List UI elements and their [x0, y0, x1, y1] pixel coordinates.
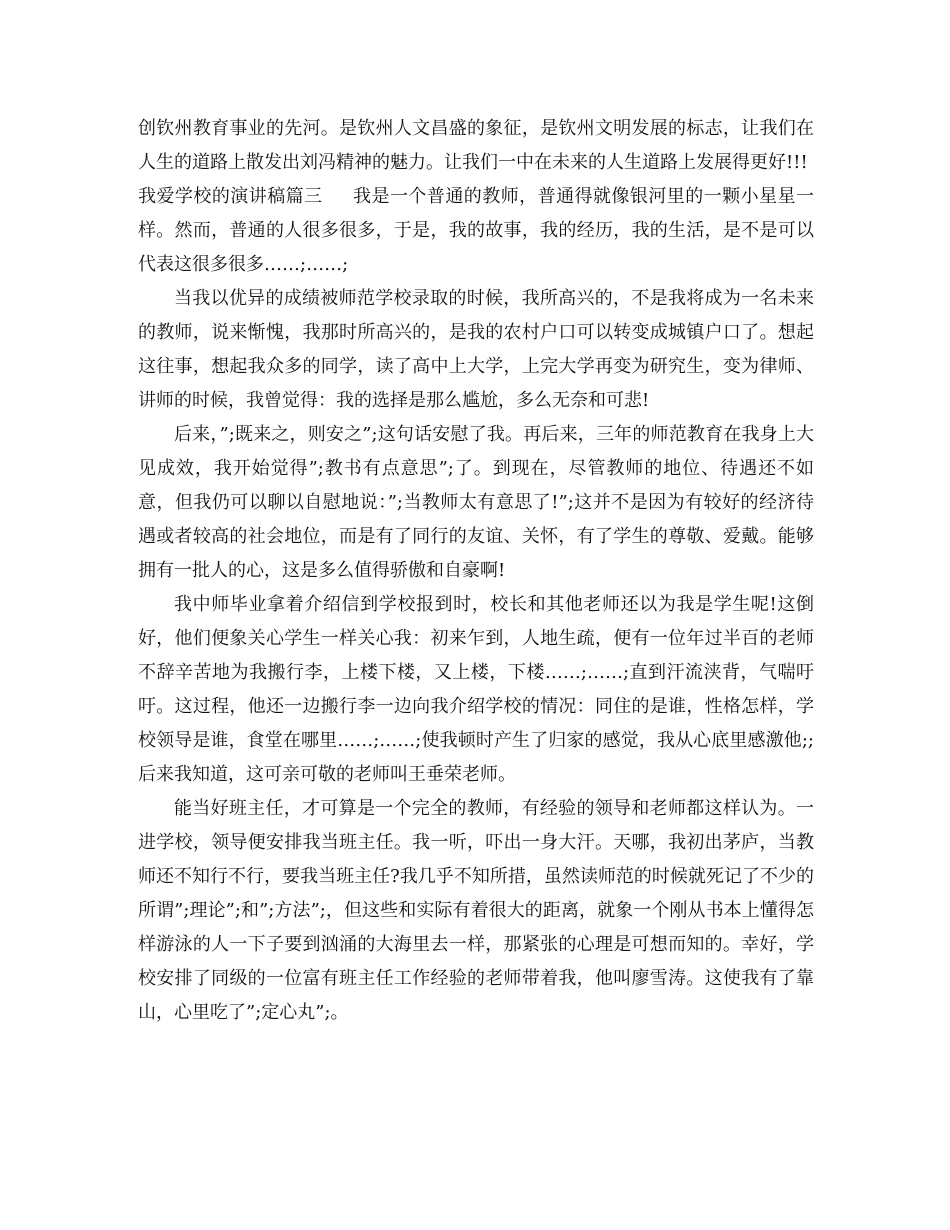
paragraph-later: 后来，”;既来之，则安之”;这句话安慰了我。再后来，三年的师范教育在我身上大见成效，我开始觉得”;教书有点意思”;了。到现在，尽管教师的地位、待遇还不如意，但我仍可以聊以自慰地说：”;当教师太有意思了!”;这并不是因为有较好的经济待遇或者较高的社会地位，而是有了同行的友谊、关怀，有了学生的尊敬、爱戴。能够拥有一批人的心，这是多么值得骄傲和自豪啊! — [138, 424, 814, 581]
paragraph-head-teacher: 能当好班主任，才可算是一个完全的教师，有经验的领导和老师都这样认为。一进学校，领导便安排我当班主任。我一听，吓出一身大汗。天哪，我初出茅庐，当教师还不知行不行，要我当班主任?我几乎不知所措，虽然读师范的时候就死记了不少的所谓”;理论”;和”;方法”;，但这些和实际有着很大的距离，就象一个刚从书本上懂得怎样游泳的人一下子要到汹涌的大海里去一样，那紧张的心理是可想而知的。幸好，学校安排了同级的一位富有班主任工作经验的老师带着我，他叫廖雪涛。这使我有了靠山，心里吃了”;定心丸”;。 — [138, 798, 814, 1023]
paragraph-section-three-start — [138, 180, 814, 282]
section-intro-text: 我是一个普通的教师，普通得就像银河里的一颗小星星一样。然而，普通的人很多很多，于是，我的故事，我的经历，我的生活，是不是可以代表这很多很多……;……; — [138, 186, 815, 275]
paragraph-arrival: 我中师毕业拿着介绍信到学校报到时，校长和其他老师还以为我是学生呢!这倒好，他们便象关心学生一样关心我：初来乍到，人地生疏，便有一位年过半百的老师不辞辛苦地为我搬行李，上楼下楼，又上楼，下楼……;……;直到汗流浃背，气喘吁吁。这过程，他还一边搬行李一边向我介绍学校的情况：同住的是谁，性格怎样，学校领导是谁，食堂在哪里……;……;使我顿时产生了归家的感觉，我从心底里感激他;;后来我知道，这可亲可敬的老师叫王垂荣老师。 — [138, 594, 814, 785]
document-page — [138, 112, 814, 1030]
paragraph-closing-previous: 创钦州教育事业的先河。是钦州人文昌盛的象征，是钦州文明发展的标志，让我们在人生的道路上散发出刘冯精神的魅力。让我们一中在未来的人生道路上发展得更好!!! — [138, 118, 814, 173]
paragraph-admission: 当我以优异的成绩被师范学校录取的时候，我所高兴的，不是我将成为一名未来的教师，说来惭愧，我那时所高兴的，是我的农村户口可以转变成城镇户口了。想起这往事，想起我众多的同学，读了高中上大学，上完大学再变为研究生，变为律师、讲师的时候，我曾觉得：我的选择是那么尴尬，多么无奈和可悲! — [138, 288, 814, 411]
section-title: 我爱学校的演讲稿篇三 — [138, 186, 323, 207]
